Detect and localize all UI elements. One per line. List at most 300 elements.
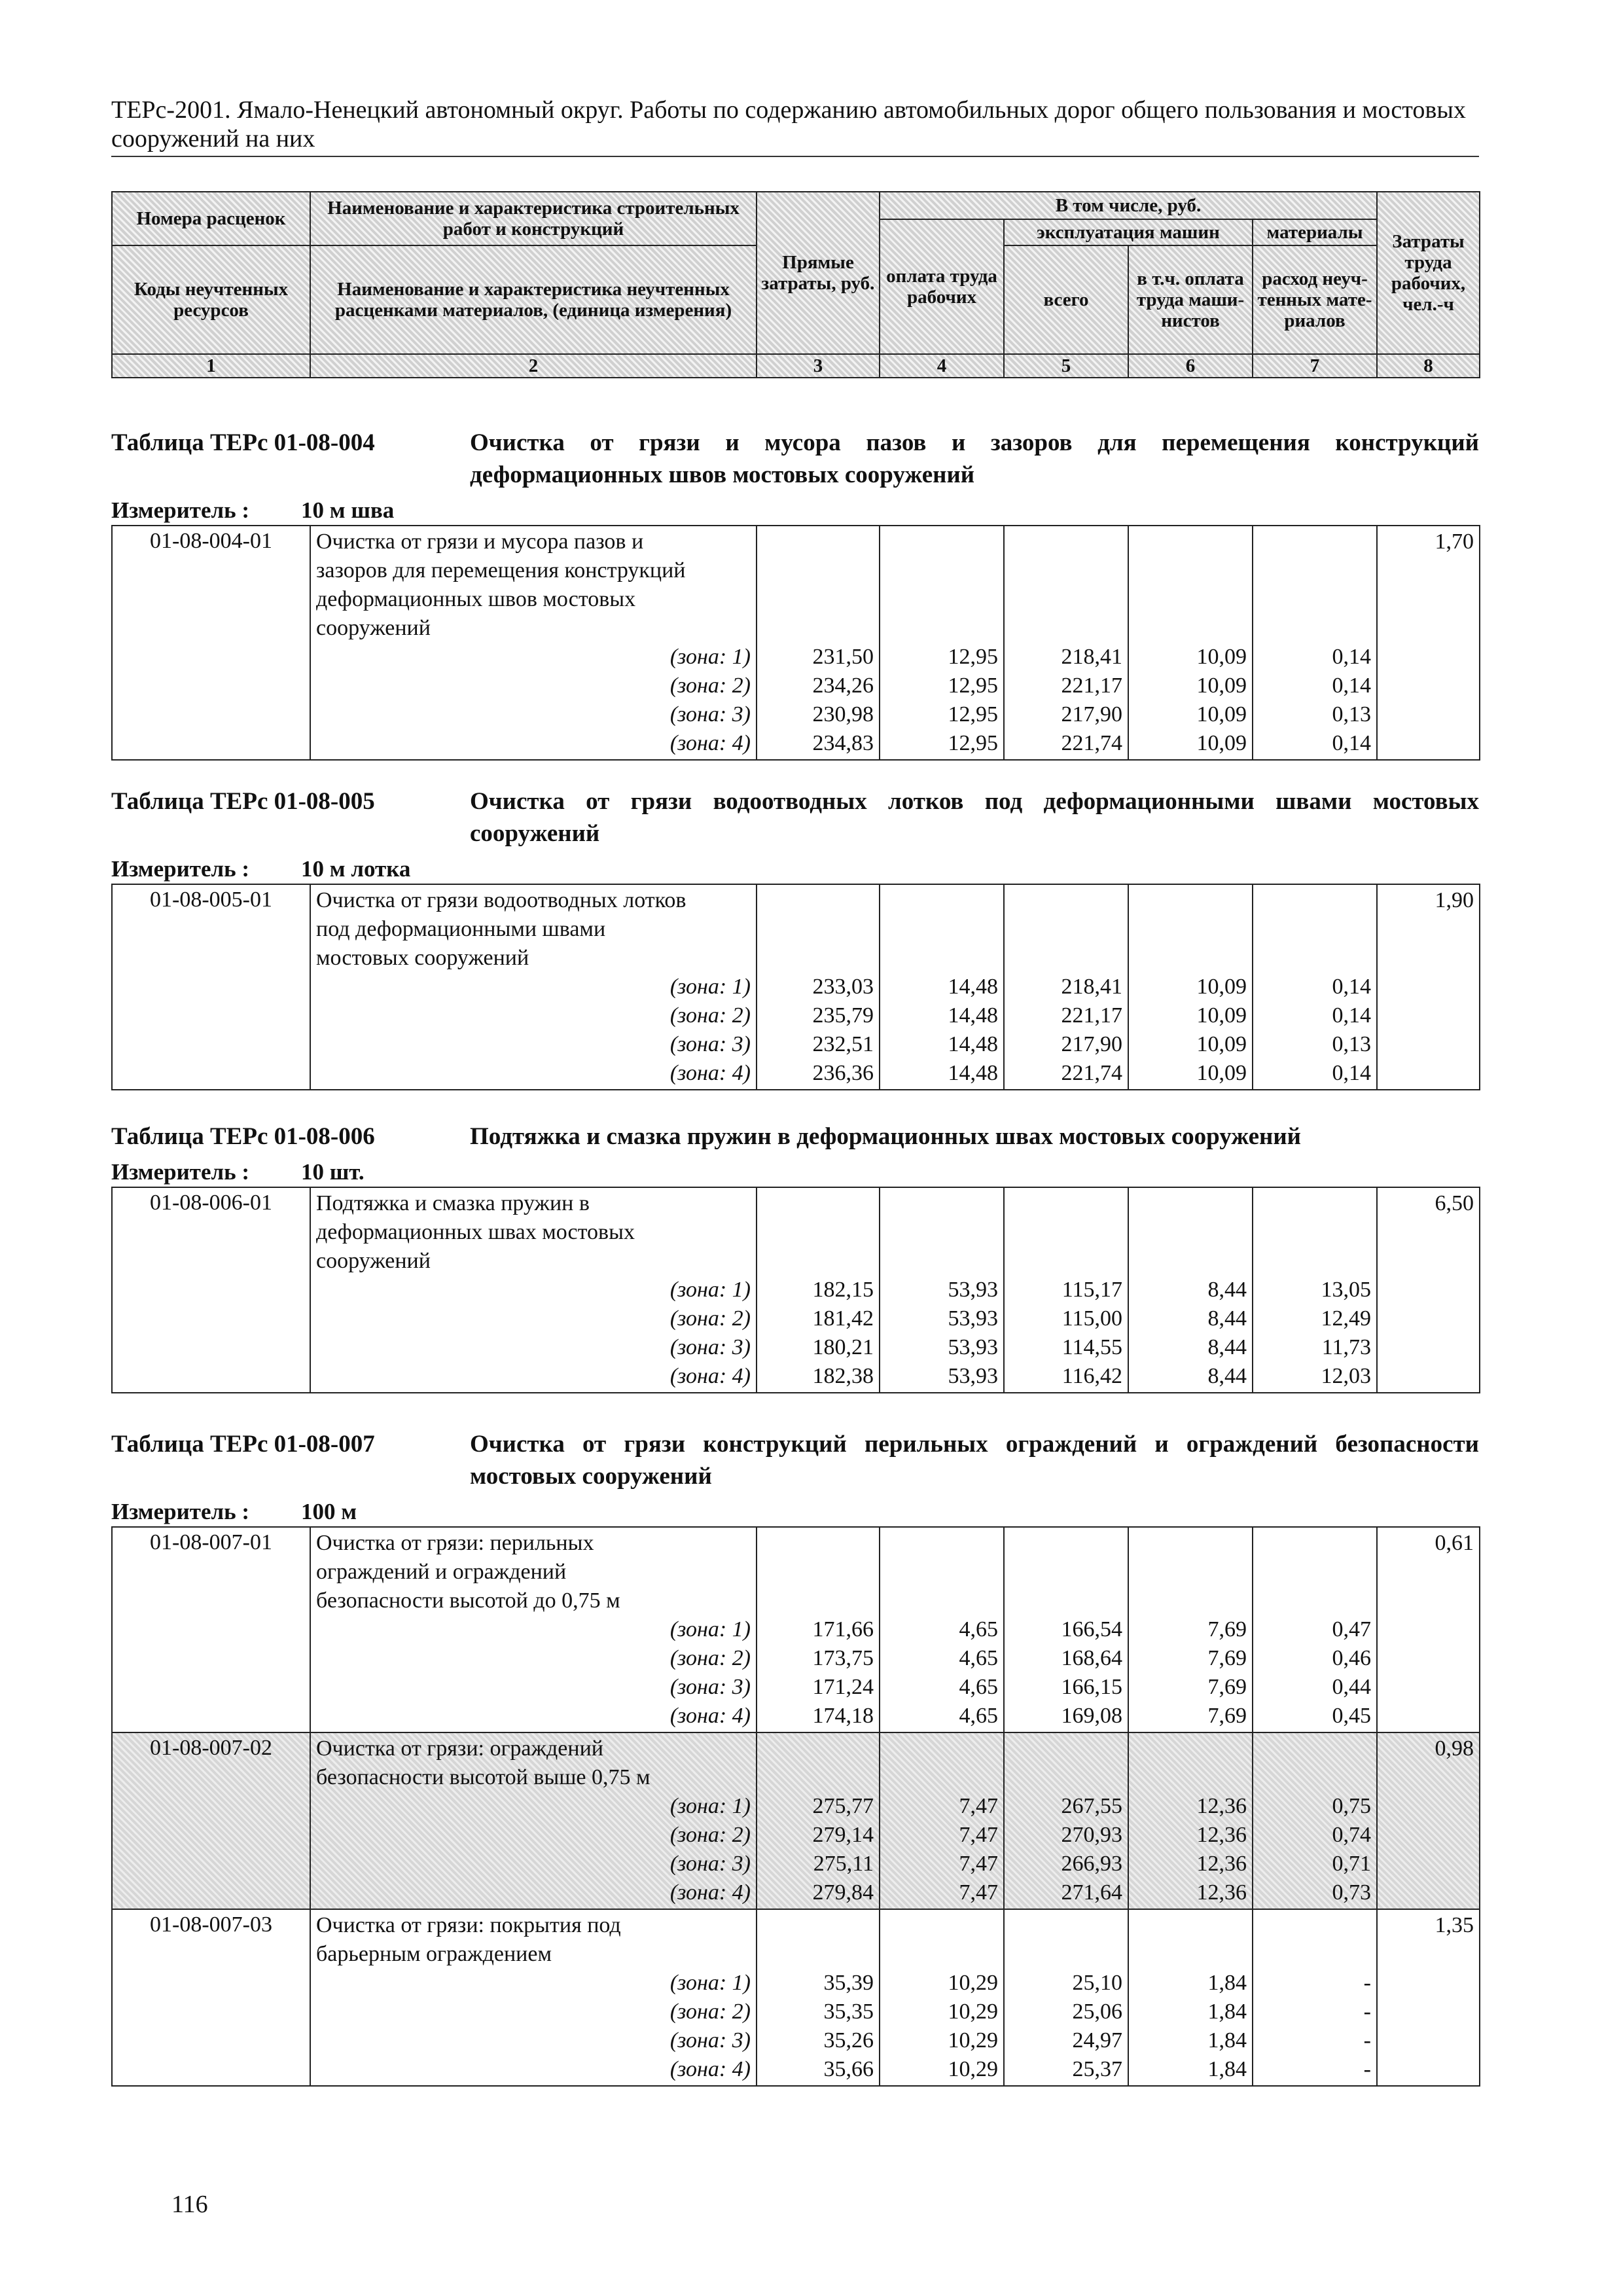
measure-label: Измеритель : <box>111 497 250 523</box>
spacer <box>758 614 874 643</box>
material-cost: 0,14 <box>1332 645 1371 669</box>
zone-label: (зона: 4) <box>669 731 751 755</box>
machine-cost: 217,90 <box>1061 1032 1122 1056</box>
col-codes: Коды неучтенных ресурсов <box>112 245 310 354</box>
labor-pay: 14,48 <box>948 1003 998 1028</box>
direct-cost: 35,39 <box>823 1971 874 1995</box>
machine-cost: 114,55 <box>1061 1335 1122 1359</box>
direct-cost: 181,42 <box>812 1306 874 1331</box>
material-cost: 0,14 <box>1332 1061 1371 1085</box>
labor-pay: 12,95 <box>948 673 998 698</box>
section-title <box>111 427 1479 491</box>
spacer <box>1255 1940 1371 1969</box>
zone-label: (зона: 3) <box>669 1852 751 1876</box>
machine-cost: 168,64 <box>1061 1646 1122 1670</box>
page-number: 116 <box>171 2191 208 2218</box>
direct-cost: 231,50 <box>812 645 874 669</box>
direct-cost: 233,03 <box>812 975 874 999</box>
spacer <box>758 1558 874 1587</box>
rates-table <box>111 1526 1480 2087</box>
spacer <box>758 1529 874 1558</box>
rate-name-line: ограждений и ограждений <box>316 1560 567 1584</box>
spacer <box>1130 556 1247 585</box>
spacer <box>1006 1189 1122 1218</box>
rate-code: 01-08-004-01 <box>112 526 310 760</box>
direct-cost-cell <box>757 1187 880 1393</box>
spacer <box>1006 1911 1122 1940</box>
material-cost: 0,13 <box>1332 702 1371 726</box>
spacer <box>1006 1940 1122 1969</box>
spacer <box>1130 944 1247 973</box>
spacer <box>758 944 874 973</box>
rate-code: 01-08-007-01 <box>112 1527 310 1732</box>
rate-name-cell <box>310 884 757 1090</box>
labor-hours <box>1377 884 1480 1090</box>
machine-cost: 270,93 <box>1061 1823 1122 1847</box>
zone-label: (зона: 2) <box>669 673 751 698</box>
direct-cost: 279,14 <box>812 1823 874 1847</box>
machinist-pay: 10,09 <box>1196 1003 1247 1028</box>
machinist-pay: 8,44 <box>1207 1278 1247 1302</box>
spacer <box>1130 1940 1247 1969</box>
spacer <box>882 1189 998 1218</box>
spacer <box>1130 1911 1247 1940</box>
machinist-pay: 1,84 <box>1207 2000 1247 2024</box>
direct-cost: 35,35 <box>823 2000 874 2024</box>
table-number: Таблица ТЕРс 01-08-005 <box>111 788 375 815</box>
zone-label: (зона: 1) <box>669 1794 751 1818</box>
labor-hours <box>1377 526 1480 760</box>
col-unaccounted: расход неуч-тенных мате-риалов <box>1253 245 1377 354</box>
zone-label: (зона: 4) <box>669 1704 751 1728</box>
zone-label: (зона: 4) <box>669 1061 751 1085</box>
machine-cost: 217,90 <box>1061 702 1122 726</box>
labor-pay: 7,47 <box>959 1852 998 1876</box>
material-cost-cell <box>1253 1527 1377 1732</box>
machine-cost: 25,06 <box>1072 2000 1122 2024</box>
spacer <box>882 1587 998 1615</box>
machinist-pay-cell <box>1128 1909 1253 2086</box>
labor-hours-value: 0,61 <box>1435 1531 1474 1555</box>
machine-cost: 169,08 <box>1061 1704 1122 1728</box>
machine-cost: 166,15 <box>1061 1675 1122 1699</box>
col-num: 6 <box>1128 354 1253 378</box>
spacer <box>1006 1734 1122 1763</box>
material-cost-cell <box>1253 526 1377 760</box>
rate-name-cell <box>310 526 757 760</box>
direct-cost: 171,66 <box>812 1617 874 1641</box>
rate-name-line: сооружений <box>316 1249 431 1273</box>
rate-name-line: безопасности высотой выше 0,75 м <box>316 1765 651 1789</box>
direct-cost: 234,83 <box>812 731 874 755</box>
zone-label: (зона: 1) <box>669 975 751 999</box>
spacer <box>1255 1247 1371 1276</box>
machine-cost: 115,00 <box>1061 1306 1122 1331</box>
col-name-bottom: Наименование и характеристика неучтенных расценками материалов, (единица измерения) <box>310 245 757 354</box>
direct-cost: 182,15 <box>812 1278 874 1302</box>
spacer <box>882 1911 998 1940</box>
labor-pay: 12,95 <box>948 702 998 726</box>
spacer <box>882 1529 998 1558</box>
zone-label: (зона: 3) <box>669 1675 751 1699</box>
table-section <box>111 1428 1479 2087</box>
measure-line <box>111 855 1479 884</box>
col-name-top: Наименование и характеристика строительных работ и конструкций <box>310 192 757 245</box>
machinist-pay: 12,36 <box>1196 1794 1247 1818</box>
labor-pay-cell <box>880 1527 1004 1732</box>
rate-code: 01-08-006-01 <box>112 1187 310 1393</box>
spacer <box>882 1218 998 1247</box>
table-name: Очистка от грязи конструкций перильных ограждений и ограждений безопасности мостовых сооружений <box>470 1431 1479 1490</box>
material-cost: 0,13 <box>1332 1032 1371 1056</box>
spacer <box>1255 915 1371 944</box>
machinist-pay: 10,09 <box>1196 1032 1247 1056</box>
labor-pay-cell <box>880 1187 1004 1393</box>
zone-label: (зона: 2) <box>669 1003 751 1028</box>
material-cost: 0,71 <box>1332 1852 1371 1876</box>
col-incl-machinists: в т.ч. оплата труда маши-нистов <box>1128 245 1253 354</box>
machinist-pay: 7,69 <box>1207 1675 1247 1699</box>
spacer <box>1255 528 1371 556</box>
machinist-pay-cell <box>1128 1527 1253 1732</box>
spacer <box>1130 1763 1247 1792</box>
machine-cost-cell <box>1004 526 1128 760</box>
col-incl: В том числе, руб. <box>880 192 1377 219</box>
machinist-pay: 10,09 <box>1196 731 1247 755</box>
rate-name-line: Очистка от грязи: перильных <box>316 1531 594 1555</box>
measure-value: 10 шт. <box>301 1159 365 1185</box>
machinist-pay: 10,09 <box>1196 673 1247 698</box>
rate-name-line: мостовых сооружений <box>316 946 529 970</box>
spacer <box>1255 1763 1371 1792</box>
direct-cost: 230,98 <box>812 702 874 726</box>
zone-label: (зона: 1) <box>669 1617 751 1641</box>
measure-label: Измеритель : <box>111 1159 250 1185</box>
zone-label: (зона: 3) <box>669 702 751 726</box>
spacer <box>1130 1558 1247 1587</box>
material-cost: 0,44 <box>1332 1675 1371 1699</box>
spacer <box>1130 1218 1247 1247</box>
spacer <box>1006 585 1122 614</box>
section-title <box>111 1121 1479 1153</box>
labor-pay: 7,47 <box>959 1880 998 1905</box>
spacer <box>1130 1247 1247 1276</box>
labor-hours-value: 1,90 <box>1435 888 1474 912</box>
direct-cost-cell <box>757 1527 880 1732</box>
direct-cost: 234,26 <box>812 673 874 698</box>
direct-cost: 235,79 <box>812 1003 874 1028</box>
labor-hours <box>1377 1909 1480 2086</box>
spacer <box>882 585 998 614</box>
zone-label: (зона: 2) <box>669 1823 751 1847</box>
direct-cost: 180,21 <box>812 1335 874 1359</box>
direct-cost: 35,26 <box>823 2028 874 2053</box>
spacer <box>1006 1558 1122 1587</box>
spacer <box>882 614 998 643</box>
material-cost-cell <box>1253 884 1377 1090</box>
col-num: 3 <box>757 354 880 378</box>
spacer <box>1130 1529 1247 1558</box>
spacer <box>1006 1218 1122 1247</box>
spacer <box>758 556 874 585</box>
spacer <box>1130 528 1247 556</box>
rate-name-line: Очистка от грязи водоотводных лотков <box>316 888 687 912</box>
spacer <box>1130 585 1247 614</box>
section-title <box>111 785 1479 850</box>
machinist-pay: 10,09 <box>1196 702 1247 726</box>
rate-name-line: Очистка от грязи и мусора пазов и <box>316 529 644 554</box>
labor-pay-cell <box>880 884 1004 1090</box>
column-header-table <box>111 191 1480 378</box>
machine-cost-cell <box>1004 1909 1128 2086</box>
spacer <box>1130 915 1247 944</box>
rate-name-line: деформационных швах мостовых <box>316 1220 635 1244</box>
machinist-pay: 8,44 <box>1207 1335 1247 1359</box>
spacer <box>758 886 874 915</box>
labor-pay: 7,47 <box>959 1794 998 1818</box>
spacer <box>758 1763 874 1792</box>
machinist-pay: 1,84 <box>1207 2028 1247 2053</box>
table-row <box>112 884 1480 1090</box>
spacer <box>1255 585 1371 614</box>
col-num: 7 <box>1253 354 1377 378</box>
spacer <box>882 1247 998 1276</box>
machinist-pay-cell <box>1128 884 1253 1090</box>
labor-pay: 14,48 <box>948 1032 998 1056</box>
zone-label: (зона: 2) <box>669 2000 751 2024</box>
spacer <box>882 528 998 556</box>
spacer <box>882 1940 998 1969</box>
material-cost: 0,75 <box>1332 1794 1371 1818</box>
machinist-pay: 10,09 <box>1196 645 1247 669</box>
material-cost: 0,45 <box>1332 1704 1371 1728</box>
table-row <box>112 1527 1480 1732</box>
material-cost: 0,74 <box>1332 1823 1371 1847</box>
direct-cost: 275,77 <box>812 1794 874 1818</box>
machine-cost: 166,54 <box>1061 1617 1122 1641</box>
spacer <box>1130 614 1247 643</box>
zone-label: (зона: 1) <box>669 1278 751 1302</box>
spacer <box>1006 528 1122 556</box>
spacer <box>1130 1734 1247 1763</box>
spacer <box>882 1558 998 1587</box>
material-cost-cell <box>1253 1187 1377 1393</box>
machine-cost-cell <box>1004 884 1128 1090</box>
measure-line <box>111 496 1479 525</box>
measure-value: 10 м лотка <box>301 856 411 882</box>
machine-cost: 221,74 <box>1061 731 1122 755</box>
machinist-pay-cell <box>1128 1187 1253 1393</box>
labor-pay: 14,48 <box>948 1061 998 1085</box>
machine-cost: 115,17 <box>1061 1278 1122 1302</box>
zone-label: (зона: 1) <box>669 645 751 669</box>
spacer <box>758 1587 874 1615</box>
material-cost: 0,73 <box>1332 1880 1371 1905</box>
col-num: 2 <box>310 354 757 378</box>
zone-label: (зона: 4) <box>669 1880 751 1905</box>
labor-hours-value: 1,35 <box>1435 1913 1474 1937</box>
machine-cost: 116,42 <box>1061 1364 1122 1388</box>
material-cost: - <box>1363 2000 1371 2024</box>
direct-cost: 236,36 <box>812 1061 874 1085</box>
material-cost: 12,49 <box>1321 1306 1371 1331</box>
machine-cost: 221,17 <box>1061 1003 1122 1028</box>
labor-pay: 12,95 <box>948 731 998 755</box>
rate-name-line: Очистка от грязи: ограждений <box>316 1736 603 1761</box>
spacer <box>1130 1587 1247 1615</box>
zone-label: (зона: 4) <box>669 2057 751 2081</box>
measure-line <box>111 1158 1479 1187</box>
machine-cost-cell <box>1004 1732 1128 1909</box>
spacer <box>758 1218 874 1247</box>
spacer <box>882 1734 998 1763</box>
labor-hours <box>1377 1732 1480 1909</box>
zone-label: (зона: 2) <box>669 1306 751 1331</box>
labor-pay: 53,93 <box>948 1364 998 1388</box>
labor-pay: 4,65 <box>959 1675 998 1699</box>
direct-cost: 275,11 <box>813 1852 874 1876</box>
zone-label: (зона: 3) <box>669 1335 751 1359</box>
labor-pay: 10,29 <box>948 1971 998 1995</box>
table-name: Подтяжка и смазка пружин в деформационных швах мостовых сооружений <box>470 1123 1301 1150</box>
zone-label: (зона: 3) <box>669 2028 751 2053</box>
material-cost: 0,14 <box>1332 731 1371 755</box>
rate-name-line: Подтяжка и смазка пружин в <box>316 1191 590 1215</box>
spacer <box>758 1940 874 1969</box>
material-cost: - <box>1363 2028 1371 2053</box>
rates-table <box>111 1187 1480 1393</box>
col-rate-numbers: Номера расценок <box>112 192 310 245</box>
direct-cost-cell <box>757 1909 880 2086</box>
rate-name-line: безопасности высотой до 0,75 м <box>316 1588 620 1613</box>
rate-name-cell <box>310 1527 757 1732</box>
direct-cost-cell <box>757 526 880 760</box>
spacer <box>1255 1218 1371 1247</box>
rate-code: 01-08-007-03 <box>112 1909 310 2086</box>
spacer <box>1255 886 1371 915</box>
machinist-pay: 12,36 <box>1196 1852 1247 1876</box>
machinist-pay: 8,44 <box>1207 1306 1247 1331</box>
measure-value: 10 м шва <box>301 497 395 523</box>
spacer <box>1255 1558 1371 1587</box>
rate-name-line: сооружений <box>316 616 431 640</box>
machinist-pay: 12,36 <box>1196 1880 1247 1905</box>
spacer <box>1006 1529 1122 1558</box>
col-num: 5 <box>1004 354 1128 378</box>
labor-pay: 53,93 <box>948 1335 998 1359</box>
labor-hours-value: 6,50 <box>1435 1191 1474 1215</box>
machine-cost: 266,93 <box>1061 1852 1122 1876</box>
rate-name-line: барьерным ограждением <box>316 1942 552 1966</box>
rate-name-cell <box>310 1732 757 1909</box>
labor-hours <box>1377 1527 1480 1732</box>
spacer <box>1255 556 1371 585</box>
direct-cost: 171,24 <box>812 1675 874 1699</box>
labor-hours-value: 1,70 <box>1435 529 1474 554</box>
machine-cost: 24,97 <box>1072 2028 1122 2053</box>
labor-hours-value: 0,98 <box>1435 1736 1474 1761</box>
material-cost: 0,46 <box>1332 1646 1371 1670</box>
spacer <box>758 1247 874 1276</box>
machinist-pay: 7,69 <box>1207 1617 1247 1641</box>
labor-pay: 10,29 <box>948 2057 998 2081</box>
zone-label: (зона: 1) <box>669 1971 751 1995</box>
col-num: 1 <box>112 354 310 378</box>
spacer <box>1006 614 1122 643</box>
spacer <box>758 1911 874 1940</box>
spacer <box>758 915 874 944</box>
spacer <box>1255 1529 1371 1558</box>
spacer <box>1130 1189 1247 1218</box>
rate-code: 01-08-007-02 <box>112 1732 310 1909</box>
machinist-pay-cell <box>1128 1732 1253 1909</box>
col-num: 8 <box>1377 354 1480 378</box>
direct-cost: 182,38 <box>812 1364 874 1388</box>
spacer <box>1006 915 1122 944</box>
spacer <box>1255 1189 1371 1218</box>
material-cost: 0,14 <box>1332 975 1371 999</box>
col-labor-cost: Затраты труда рабочих, чел.-ч <box>1377 192 1480 354</box>
machinist-pay-cell <box>1128 526 1253 760</box>
machine-cost: 267,55 <box>1061 1794 1122 1818</box>
machinist-pay: 12,36 <box>1196 1823 1247 1847</box>
rate-name-line: деформационных швов мостовых <box>316 587 636 611</box>
machine-cost: 25,37 <box>1072 2057 1122 2081</box>
rate-name-line: Очистка от грязи: покрытия под <box>316 1913 621 1937</box>
labor-pay-cell <box>880 1909 1004 2086</box>
direct-cost: 232,51 <box>812 1032 874 1056</box>
table-row <box>112 526 1480 760</box>
spacer <box>758 1189 874 1218</box>
labor-pay: 4,65 <box>959 1646 998 1670</box>
col-num: 4 <box>880 354 1004 378</box>
machine-cost: 218,41 <box>1061 645 1122 669</box>
direct-cost: 174,18 <box>812 1704 874 1728</box>
spacer <box>1255 944 1371 973</box>
labor-pay: 53,93 <box>948 1278 998 1302</box>
table-name: Очистка от грязи и мусора пазов и зазоров для перемещения конструкций деформационных швов мостовых сооружений <box>470 429 1479 488</box>
spacer <box>1255 1587 1371 1615</box>
machinist-pay: 7,69 <box>1207 1704 1247 1728</box>
material-cost-cell <box>1253 1909 1377 2086</box>
labor-pay: 10,29 <box>948 2028 998 2053</box>
machine-cost-cell <box>1004 1527 1128 1732</box>
direct-cost-cell <box>757 1732 880 1909</box>
spacer <box>1130 886 1247 915</box>
labor-pay-cell <box>880 526 1004 760</box>
table-number: Таблица ТЕРс 01-08-007 <box>111 1431 375 1458</box>
machinist-pay: 10,09 <box>1196 975 1247 999</box>
spacer <box>1006 886 1122 915</box>
table-row <box>112 1187 1480 1393</box>
material-cost: 0,14 <box>1332 673 1371 698</box>
labor-pay: 10,29 <box>948 2000 998 2024</box>
rate-name-line: под деформационными швами <box>316 917 606 941</box>
machinist-pay: 1,84 <box>1207 1971 1247 1995</box>
direct-cost: 279,84 <box>812 1880 874 1905</box>
spacer <box>1255 614 1371 643</box>
labor-pay: 12,95 <box>948 645 998 669</box>
machine-cost: 25,10 <box>1072 1971 1122 1995</box>
spacer <box>1255 1911 1371 1940</box>
spacer <box>1006 944 1122 973</box>
material-cost: 0,14 <box>1332 1003 1371 1028</box>
material-cost: 13,05 <box>1321 1278 1371 1302</box>
direct-cost: 35,66 <box>823 2057 874 2081</box>
direct-cost-cell <box>757 884 880 1090</box>
table-name: Очистка от грязи водоотводных лотков под деформационными швами мостовых сооружений <box>470 788 1479 847</box>
spacer <box>1006 1247 1122 1276</box>
